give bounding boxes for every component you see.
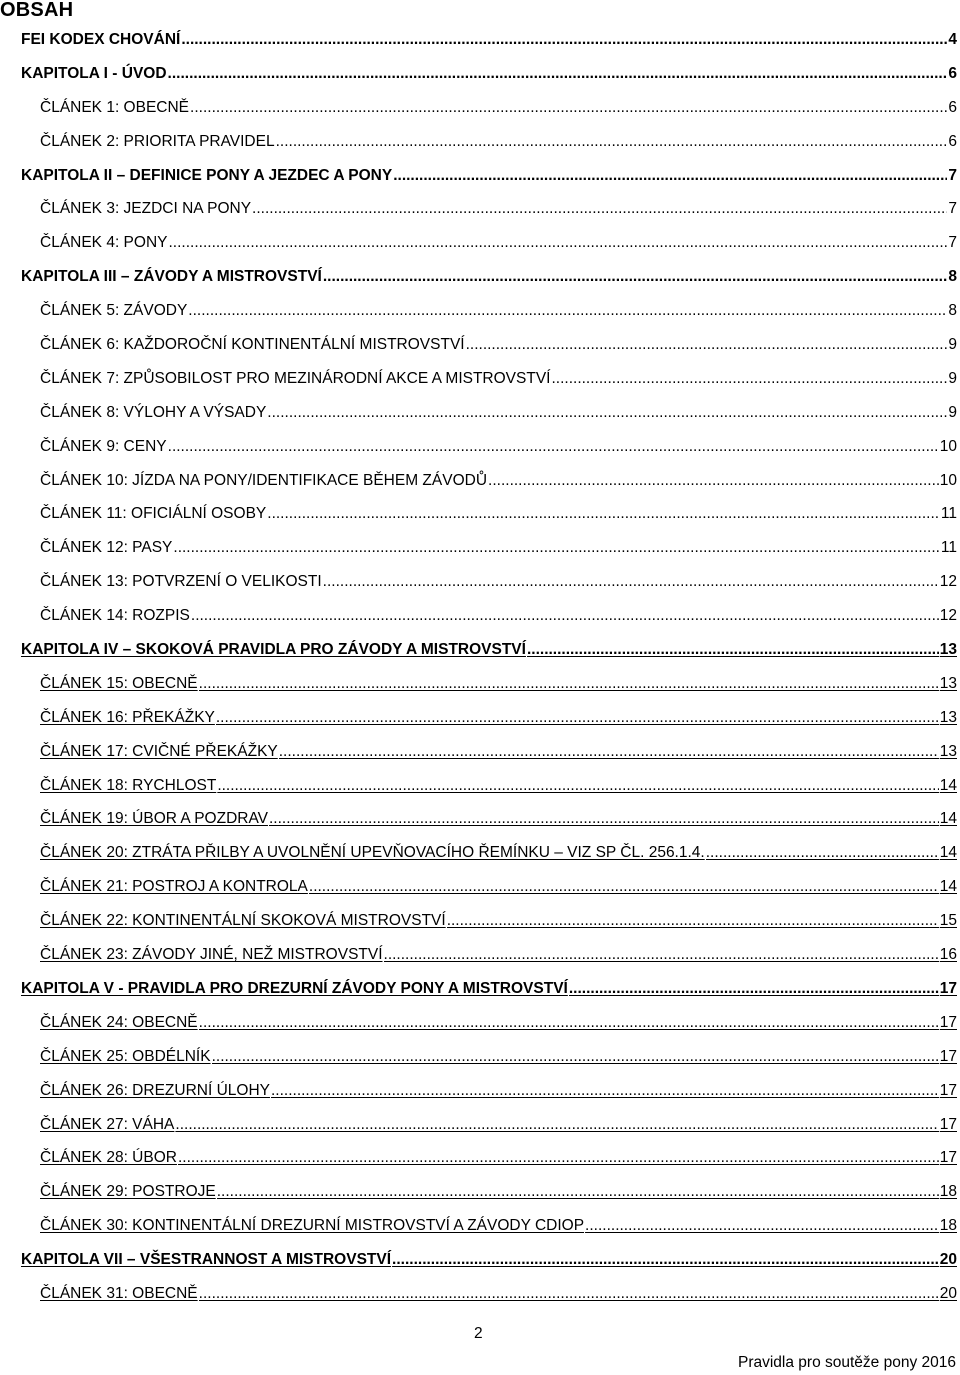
toc-dot-leader (551, 369, 947, 389)
toc-entry-label[interactable]: ČLÁNEK 16: PŘEKÁŽKY (40, 708, 215, 726)
toc-entry-page[interactable]: 16 (939, 946, 957, 964)
toc-dot-leader (181, 30, 947, 50)
toc-dot-leader (175, 1115, 938, 1135)
toc-entry-label[interactable]: KAPITOLA I - ÚVOD (21, 64, 167, 82)
toc-dot-leader (392, 1250, 939, 1270)
toc-dot-leader (217, 1182, 939, 1202)
toc-dot-leader (169, 233, 948, 253)
toc-entry[interactable] (21, 606, 957, 640)
toc-entry-page[interactable]: 17 (939, 1047, 957, 1065)
toc-entry-page[interactable]: 13 (939, 708, 957, 726)
toc-dot-leader (199, 674, 939, 694)
toc-dot-leader (569, 979, 939, 999)
toc-entry-label[interactable]: ČLÁNEK 19: ÚBOR A POZDRAV (40, 810, 268, 828)
toc-dot-leader (191, 606, 939, 626)
toc-entry[interactable] (21, 809, 957, 843)
toc-dot-leader (267, 403, 947, 423)
toc-dot-leader (168, 437, 939, 457)
toc-entry-page[interactable]: 17 (939, 1081, 957, 1099)
toc-entry-label[interactable]: ČLÁNEK 22: KONTINENTÁLNÍ SKOKOVÁ MISTROVSTVÍ (40, 912, 446, 930)
toc-entry-page[interactable]: 15 (939, 912, 957, 930)
toc-entry[interactable] (21, 1284, 957, 1318)
toc-entry-page[interactable]: 13 (939, 641, 957, 659)
toc-entry[interactable] (21, 98, 957, 132)
toc-entry-label[interactable]: ČLÁNEK 17: CVIČNÉ PŘEKÁŽKY (40, 742, 278, 760)
toc-entry[interactable] (21, 640, 957, 674)
table-of-contents (21, 30, 957, 1318)
toc-dot-leader (447, 911, 939, 931)
toc-entry-page[interactable]: 7 (948, 200, 957, 218)
toc-entry-label[interactable]: ČLÁNEK 31: OBECNĚ (40, 1284, 198, 1302)
toc-entry-page[interactable]: 12 (939, 607, 957, 625)
toc-entry-label[interactable]: ČLÁNEK 25: OBDÉLNÍK (40, 1047, 211, 1065)
toc-entry-page[interactable]: 18 (939, 1217, 957, 1235)
toc-entry[interactable] (21, 877, 957, 911)
toc-dot-leader (309, 877, 939, 897)
toc-dot-leader (269, 809, 939, 829)
toc-entry-label[interactable]: KAPITOLA III – ZÁVODY A MISTROVSTVÍ (21, 268, 322, 286)
toc-dot-leader (323, 267, 948, 287)
toc-entry-label[interactable]: ČLÁNEK 11: OFICIÁLNÍ OSOBY (40, 505, 267, 523)
toc-entry[interactable] (21, 1182, 957, 1216)
toc-entry-page[interactable]: 9 (948, 336, 957, 354)
toc-entry-label[interactable]: KAPITOLA II – DEFINICE PONY A JEZDEC A PONY (21, 166, 393, 184)
toc-entry-page[interactable]: 14 (939, 776, 957, 794)
toc-entry-page[interactable]: 14 (939, 844, 957, 862)
toc-entry-label[interactable]: ČLÁNEK 2: PRIORITA PRAVIDEL (40, 132, 275, 150)
toc-dot-leader (252, 199, 947, 219)
toc-entry-label[interactable]: ČLÁNEK 5: ZÁVODY (40, 302, 188, 320)
toc-entry-label[interactable]: ČLÁNEK 9: CENY (40, 437, 167, 455)
toc-entry-page[interactable]: 11 (940, 539, 957, 557)
toc-entry-page[interactable]: 8 (948, 302, 957, 320)
toc-entry-page[interactable]: 11 (940, 505, 957, 523)
toc-entry-page[interactable]: 9 (948, 403, 957, 421)
toc-entry-page[interactable]: 17 (939, 979, 957, 997)
toc-entry-label[interactable]: KAPITOLA VII – VŠESTRANNOST A MISTROVSTVÍ (21, 1251, 392, 1269)
toc-entry-label[interactable]: KAPITOLA IV – SKOKOVÁ PRAVIDLA PRO ZÁVODY A MISTROVSTVÍ (21, 641, 526, 659)
toc-entry[interactable] (21, 708, 957, 742)
toc-dot-leader (173, 538, 940, 558)
toc-entry-label[interactable]: ČLÁNEK 10: JÍZDA NA PONY/IDENTIFIKACE BĚHEM ZÁVODŮ (40, 471, 488, 489)
toc-entry-page[interactable]: 6 (948, 64, 957, 82)
toc-entry-label[interactable]: ČLÁNEK 6: KAŽDOROČNÍ KONTINENTÁLNÍ MISTROVSTVÍ (40, 336, 465, 354)
toc-entry-label[interactable]: ČLÁNEK 29: POSTROJE (40, 1183, 216, 1201)
toc-entry[interactable] (21, 267, 957, 301)
toc-dot-leader (217, 776, 938, 796)
toc-entry-page[interactable]: 7 (948, 234, 957, 252)
toc-dot-leader (216, 708, 939, 728)
footer-text: Pravidla pro soutěže pony 2016 (737, 1354, 956, 1371)
toc-dot-leader (178, 1148, 939, 1168)
toc-dot-leader (384, 945, 939, 965)
toc-entry-page[interactable]: 14 (939, 878, 957, 896)
toc-entry-label[interactable]: ČLÁNEK 12: PASY (40, 539, 173, 557)
toc-entry-page[interactable]: 13 (939, 674, 957, 692)
toc-dot-leader (199, 1013, 939, 1033)
toc-entry[interactable] (21, 572, 957, 606)
toc-entry-label[interactable]: ČLÁNEK 7: ZPŮSOBILOST PRO MEZINÁRODNÍ AKCE A MISTROVSTVÍ (40, 369, 551, 387)
toc-entry-label[interactable]: ČLÁNEK 1: OBECNĚ (40, 98, 190, 116)
toc-entry-label[interactable]: ČLÁNEK 20: ZTRÁTA PŘILBY A UVOLNĚNÍ UPEVŇOVACÍHO ŘEMÍNKU – VIZ SP ČL. 256.1.4. (40, 844, 705, 862)
toc-entry-page[interactable]: 14 (939, 810, 957, 828)
toc-dot-leader (271, 1081, 939, 1101)
toc-entry[interactable] (21, 1148, 957, 1182)
toc-entry-page[interactable]: 17 (939, 1013, 957, 1031)
toc-entry[interactable] (21, 911, 957, 945)
toc-entry-label[interactable]: ČLÁNEK 13: POTVRZENÍ O VELIKOSTI (40, 573, 322, 591)
toc-dot-leader (323, 572, 939, 592)
toc-entry-page[interactable]: 6 (948, 98, 957, 116)
page-title: OBSAH (0, 0, 74, 21)
toc-dot-leader (466, 335, 948, 355)
toc-entry[interactable] (21, 1115, 957, 1149)
page-number: 2 (474, 1325, 483, 1342)
toc-entry[interactable] (21, 233, 957, 267)
toc-entry[interactable] (21, 538, 957, 572)
toc-entry[interactable] (21, 979, 957, 1013)
toc-entry-label[interactable]: ČLÁNEK 30: KONTINENTÁLNÍ DREZURNÍ MISTROVSTVÍ A ZÁVODY CDIOP (40, 1217, 585, 1235)
toc-entry[interactable] (21, 843, 957, 877)
toc-entry[interactable] (21, 132, 957, 166)
toc-entry[interactable] (21, 301, 957, 335)
toc-entry-page[interactable]: 12 (939, 573, 957, 591)
toc-entry[interactable] (21, 504, 957, 538)
toc-entry-label[interactable]: ČLÁNEK 3: JEZDCI NA PONY (40, 200, 252, 218)
toc-entry-label[interactable]: ČLÁNEK 26: DREZURNÍ ÚLOHY (40, 1081, 270, 1099)
toc-entry[interactable] (21, 64, 957, 98)
toc-entry-page[interactable]: 10 (939, 471, 957, 489)
toc-entry[interactable] (21, 945, 957, 979)
toc-entry[interactable] (21, 1081, 957, 1115)
toc-entry-label[interactable]: ČLÁNEK 23: ZÁVODY JINÉ, NEŽ MISTROVSTVÍ (40, 946, 383, 964)
toc-entry-label[interactable]: ČLÁNEK 28: ÚBOR (40, 1149, 177, 1167)
toc-entry[interactable] (21, 1047, 957, 1081)
toc-entry[interactable] (21, 199, 957, 233)
toc-dot-leader (276, 132, 948, 152)
toc-entry-page[interactable]: 20 (939, 1284, 957, 1302)
toc-entry-page[interactable]: 10 (939, 437, 957, 455)
toc-entry-page[interactable]: 17 (939, 1115, 957, 1133)
toc-dot-leader (488, 471, 939, 491)
toc-entry-label[interactable]: ČLÁNEK 4: PONY (40, 234, 168, 252)
toc-entry[interactable] (21, 1216, 957, 1250)
toc-dot-leader (706, 843, 939, 863)
toc-dot-leader (190, 98, 947, 118)
toc-entry-page[interactable]: 7 (948, 166, 957, 184)
toc-entry[interactable] (21, 166, 957, 200)
toc-entry[interactable] (21, 1013, 957, 1047)
toc-dot-leader (199, 1284, 939, 1304)
toc-dot-leader (279, 742, 939, 762)
toc-entry-label[interactable]: FEI KODEX CHOVÁNÍ (21, 31, 181, 48)
toc-entry-label[interactable]: KAPITOLA V - PRAVIDLA PRO DREZURNÍ ZÁVODY PONY A MISTROVSTVÍ (21, 979, 568, 997)
toc-dot-leader (393, 166, 947, 186)
toc-entry-page[interactable]: 9 (948, 369, 957, 387)
toc-dot-leader (267, 504, 940, 524)
toc-entry[interactable] (21, 403, 957, 437)
toc-entry[interactable] (21, 369, 957, 403)
toc-entry-label[interactable]: ČLÁNEK 15: OBECNĚ (40, 674, 198, 692)
toc-entry-page[interactable]: 17 (939, 1149, 957, 1167)
toc-entry-label[interactable]: ČLÁNEK 8: VÝLOHY A VÝSADY (40, 403, 267, 421)
toc-entry-page[interactable]: 6 (948, 132, 957, 150)
toc-entry-page[interactable]: 13 (939, 742, 957, 760)
toc-dot-leader (527, 640, 939, 660)
toc-entry-page[interactable]: 20 (939, 1251, 957, 1269)
toc-entry-label[interactable]: ČLÁNEK 21: POSTROJ A KONTROLA (40, 878, 308, 896)
toc-entry[interactable] (21, 742, 957, 776)
toc-entry-page[interactable]: 4 (948, 31, 957, 48)
toc-entry-label[interactable]: ČLÁNEK 18: RYCHLOST (40, 776, 217, 794)
toc-entry-label[interactable]: ČLÁNEK 27: VÁHA (40, 1115, 175, 1133)
toc-entry[interactable] (21, 437, 957, 471)
toc-entry-label[interactable]: ČLÁNEK 14: ROZPIS (40, 607, 190, 625)
toc-dot-leader (168, 64, 948, 84)
toc-entry-page[interactable]: 18 (939, 1183, 957, 1201)
toc-dot-leader (188, 301, 947, 321)
toc-dot-leader (212, 1047, 939, 1067)
toc-entry[interactable] (21, 335, 957, 369)
toc-entry[interactable] (21, 471, 957, 505)
toc-entry[interactable] (21, 1250, 957, 1284)
toc-entry-label[interactable]: ČLÁNEK 24: OBECNĚ (40, 1013, 198, 1031)
toc-dot-leader (585, 1216, 939, 1236)
toc-entry[interactable] (21, 776, 957, 810)
toc-entry-page[interactable]: 8 (948, 268, 957, 286)
toc-entry[interactable] (21, 30, 957, 64)
toc-entry[interactable] (21, 674, 957, 708)
